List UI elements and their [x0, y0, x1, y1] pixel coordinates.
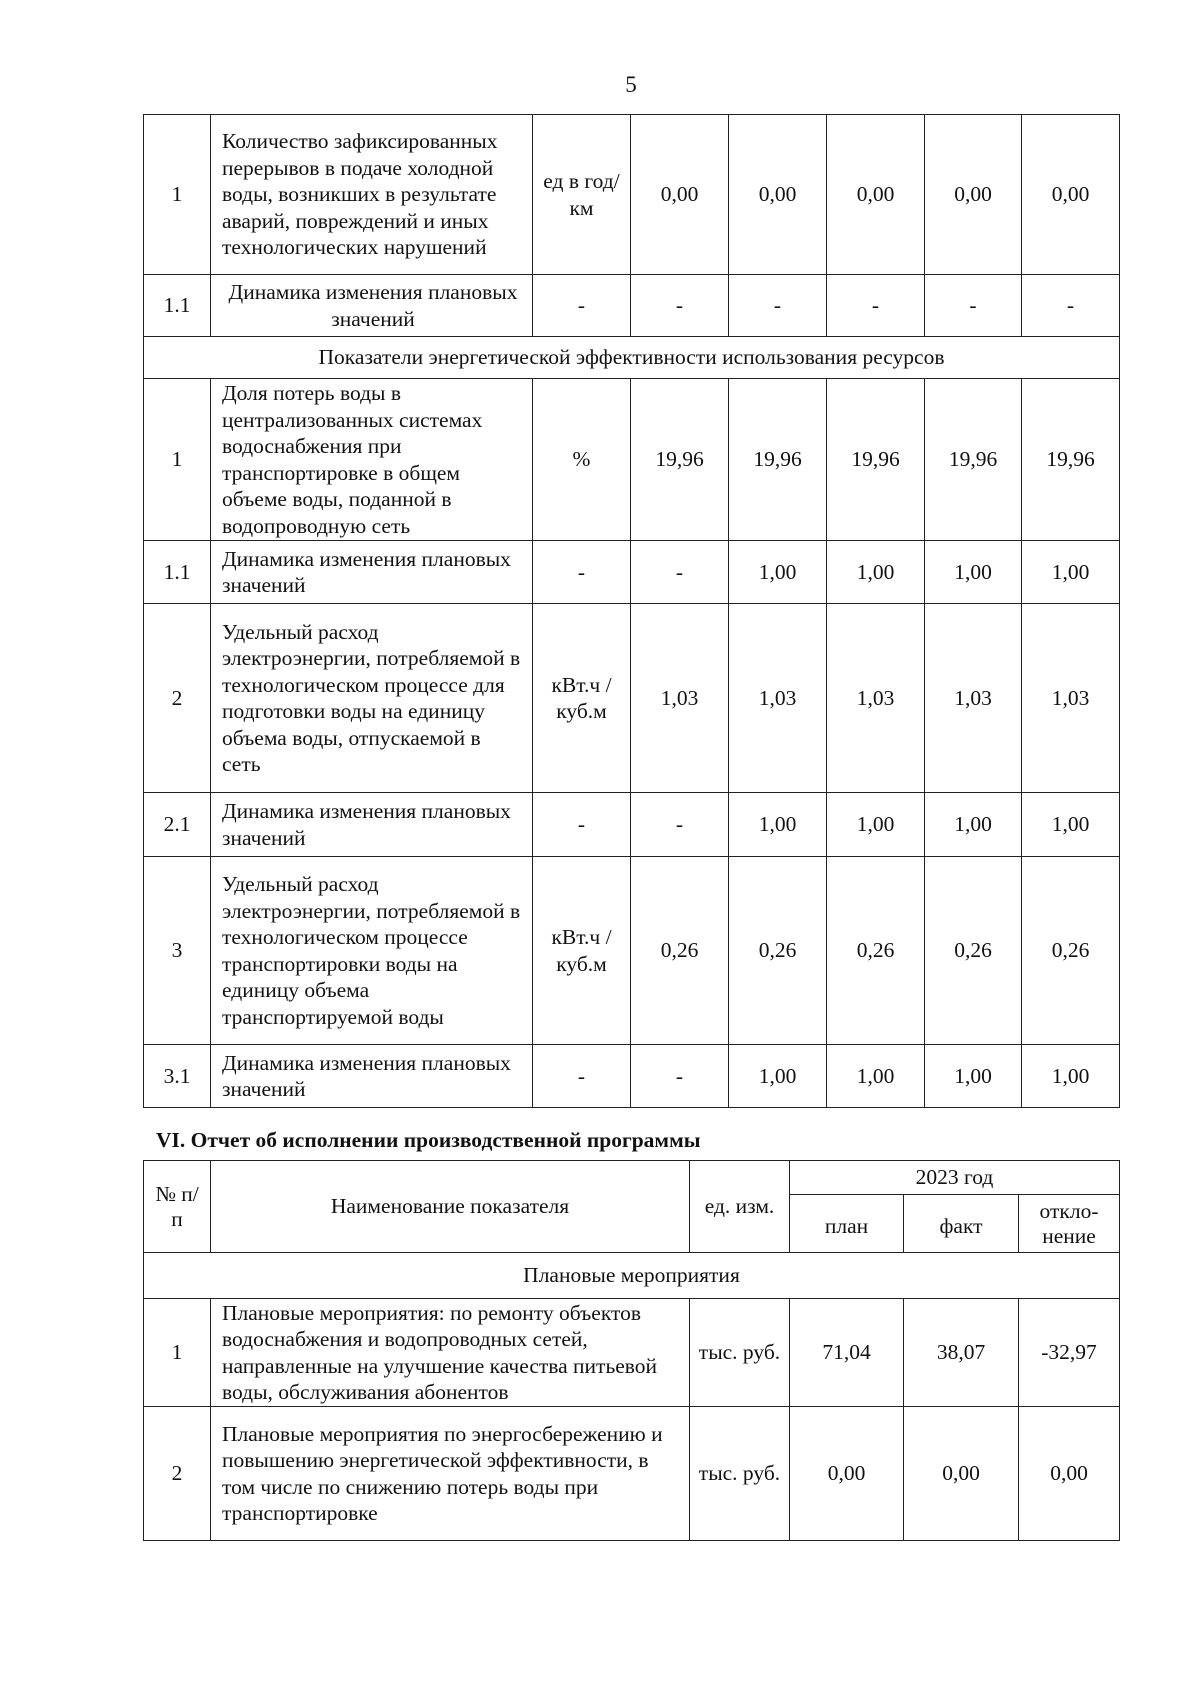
value-cell: 1,03 [729, 604, 827, 793]
header-year: 2023 год [790, 1161, 1120, 1195]
row-number: 2 [144, 1407, 211, 1541]
deviation-cell: -32,97 [1019, 1299, 1120, 1407]
table-row [144, 115, 1120, 275]
row-number: 1 [144, 1299, 211, 1407]
indicator-name: Динамика изменения плановых значений [211, 541, 533, 604]
row-number: 1 [144, 379, 211, 541]
value-cell: - [729, 275, 827, 337]
section-row [144, 337, 1120, 379]
plan-cell: 0,00 [790, 1407, 904, 1541]
value-cell: 19,96 [1022, 379, 1120, 541]
indicator-name: Динамика изменения плановых значений [211, 275, 533, 337]
indicator-name: Количество зафиксированных перерывов в подаче холодной воды, возникших в результате аварий, повреждений и иных технологических нарушений [211, 115, 533, 275]
value-cell: 1,03 [925, 604, 1022, 793]
value-cell: 0,00 [1022, 115, 1120, 275]
header-fact: факт [904, 1195, 1019, 1253]
section-title: Показатели энергетической эффективности использования ресурсов [144, 337, 1120, 379]
row-number: 2 [144, 604, 211, 793]
table-row [144, 1299, 1120, 1407]
value-cell: 1,00 [925, 793, 1022, 857]
section-title: Плановые мероприятия [144, 1253, 1120, 1299]
header-number: № п/п [144, 1161, 211, 1253]
value-cell: 1,03 [631, 604, 729, 793]
value-cell: 1,00 [1022, 541, 1120, 604]
deviation-cell: 0,00 [1019, 1407, 1120, 1541]
row-number: 2.1 [144, 793, 211, 857]
value-cell: 1,00 [827, 1045, 925, 1108]
row-number: 1.1 [144, 275, 211, 337]
page-number: 5 [625, 72, 637, 97]
unit-cell: % [533, 379, 631, 541]
value-cell: 0,00 [827, 115, 925, 275]
header-name: Наименование показателя [211, 1161, 690, 1253]
header-row [144, 1161, 1120, 1195]
value-cell: - [631, 793, 729, 857]
unit-cell: тыс. руб. [690, 1299, 790, 1407]
header-plan: план [790, 1195, 904, 1253]
unit-cell: - [533, 541, 631, 604]
table-row [144, 275, 1120, 337]
value-cell: - [925, 275, 1022, 337]
unit-cell: - [533, 1045, 631, 1108]
indicators-table [143, 114, 1120, 1108]
value-cell: 1,00 [1022, 1045, 1120, 1108]
value-cell: 1,03 [827, 604, 925, 793]
value-cell: 1,00 [1022, 793, 1120, 857]
unit-cell: кВт.ч / куб.м [533, 857, 631, 1045]
value-cell: 0,00 [631, 115, 729, 275]
unit-cell: - [533, 275, 631, 337]
value-cell: 0,26 [631, 857, 729, 1045]
value-cell: - [827, 275, 925, 337]
value-cell: 0,00 [925, 115, 1022, 275]
value-cell: - [1022, 275, 1120, 337]
header-unit: ед. изм. [690, 1161, 790, 1253]
unit-cell: - [533, 793, 631, 857]
header-deviation: откло-нение [1019, 1195, 1120, 1253]
section-heading: VI. Отчет об исполнении производственной программы [156, 1128, 701, 1152]
table-row [144, 857, 1120, 1045]
indicator-name: Удельный расход электроэнергии, потребляемой в технологическом процессе транспортировки воды на единицу объема транспортируемой воды [211, 857, 533, 1045]
plan-cell: 71,04 [790, 1299, 904, 1407]
value-cell: 0,26 [1022, 857, 1120, 1045]
value-cell: 1,00 [729, 1045, 827, 1108]
value-cell: 1,00 [827, 541, 925, 604]
indicator-name: Плановые мероприятия по энергосбережению и повышению энергетической эффективности, в том числе по снижению потерь воды при транспортировке [211, 1407, 690, 1541]
indicator-name: Плановые мероприятия: по ремонту объектов водоснабжения и водопроводных сетей, направленные на улучшение качества питьевой воды, обслуживания абонентов [211, 1299, 690, 1407]
value-cell: 0,26 [925, 857, 1022, 1045]
value-cell: 0,26 [827, 857, 925, 1045]
fact-cell: 0,00 [904, 1407, 1019, 1541]
program-report-table [143, 1160, 1120, 1541]
table-row [144, 379, 1120, 541]
value-cell: - [631, 1045, 729, 1108]
value-cell: 19,96 [729, 379, 827, 541]
indicator-name: Доля потерь воды в централизованных системах водоснабжения при транспортировке в общем объеме воды, поданной в водопроводную сеть [211, 379, 533, 541]
unit-cell: тыс. руб. [690, 1407, 790, 1541]
value-cell: 19,96 [925, 379, 1022, 541]
value-cell: - [631, 275, 729, 337]
value-cell: 19,96 [631, 379, 729, 541]
value-cell: - [631, 541, 729, 604]
value-cell: 1,00 [729, 541, 827, 604]
value-cell: 1,03 [1022, 604, 1120, 793]
indicator-name: Динамика изменения плановых значений [211, 793, 533, 857]
table-row [144, 793, 1120, 857]
value-cell: 0,00 [729, 115, 827, 275]
value-cell: 1,00 [729, 793, 827, 857]
unit-cell: ед в год/ км [533, 115, 631, 275]
table-row [144, 1045, 1120, 1108]
value-cell: 19,96 [827, 379, 925, 541]
row-number: 3 [144, 857, 211, 1045]
section-row [144, 1253, 1120, 1299]
table-row [144, 604, 1120, 793]
value-cell: 0,26 [729, 857, 827, 1045]
indicator-name: Динамика изменения плановых значений [211, 1045, 533, 1108]
table-row [144, 541, 1120, 604]
row-number: 1.1 [144, 541, 211, 604]
row-number: 1 [144, 115, 211, 275]
row-number: 3.1 [144, 1045, 211, 1108]
table-row [144, 1407, 1120, 1541]
indicator-name: Удельный расход электроэнергии, потребляемой в технологическом процессе для подготовки воды на единицу объема воды, отпускаемой в сеть [211, 604, 533, 793]
fact-cell: 38,07 [904, 1299, 1019, 1407]
value-cell: 1,00 [925, 541, 1022, 604]
value-cell: 1,00 [925, 1045, 1022, 1108]
unit-cell: кВт.ч / куб.м [533, 604, 631, 793]
value-cell: 1,00 [827, 793, 925, 857]
